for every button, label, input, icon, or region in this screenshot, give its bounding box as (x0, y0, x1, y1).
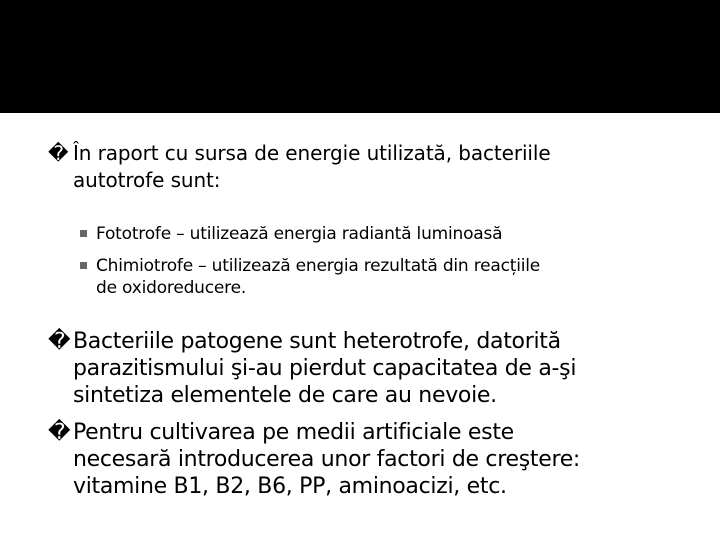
bullet-text-line: sintetiza elementele de care au nevoie. (73, 383, 497, 408)
bullet-text-line: Bacteriile patogene sunt heterotrofe, datorită (73, 329, 561, 354)
bullet-text-line: necesară introducerea unor factori de creştere: (73, 447, 581, 472)
sub-bullet-chemotrophs (80, 255, 696, 299)
sub-bullet-text-line: Fototrofe – utilizează energia radiantă luminoasă (96, 224, 503, 244)
sub-bullet-text-line: Chimiotrofe – utilizează energia rezultată din reacțiile (96, 256, 541, 276)
bullet-energy-source (48, 140, 673, 194)
bullet-marker-icon: � (48, 141, 69, 165)
bullet-artificial-media (48, 419, 673, 500)
sub-bullet-phototrophs (80, 223, 696, 245)
bullet-text-line: vitamine B1, B2, B6, PP, aminoacizi, etc. (73, 474, 507, 499)
bullet-text-line: Pentru cultivarea pe medii artificiale este (73, 420, 514, 445)
bullet-text-line: În raport cu sursa de energie utilizată, bacteriile (73, 141, 551, 165)
bullet-text-line: parazitismului şi-au pierdut capacitatea de a-şi (73, 356, 577, 381)
bullet-pathogenic-bacteria (48, 328, 673, 409)
bullet-marker-icon: � (48, 420, 71, 445)
bullet-text-line: autotrofe sunt: (73, 168, 221, 192)
square-bullet-icon (80, 262, 87, 269)
sub-bullet-text-line: de oxidoreducere. (96, 278, 247, 298)
square-bullet-icon (80, 230, 87, 237)
bullet-marker-icon: � (48, 329, 71, 354)
